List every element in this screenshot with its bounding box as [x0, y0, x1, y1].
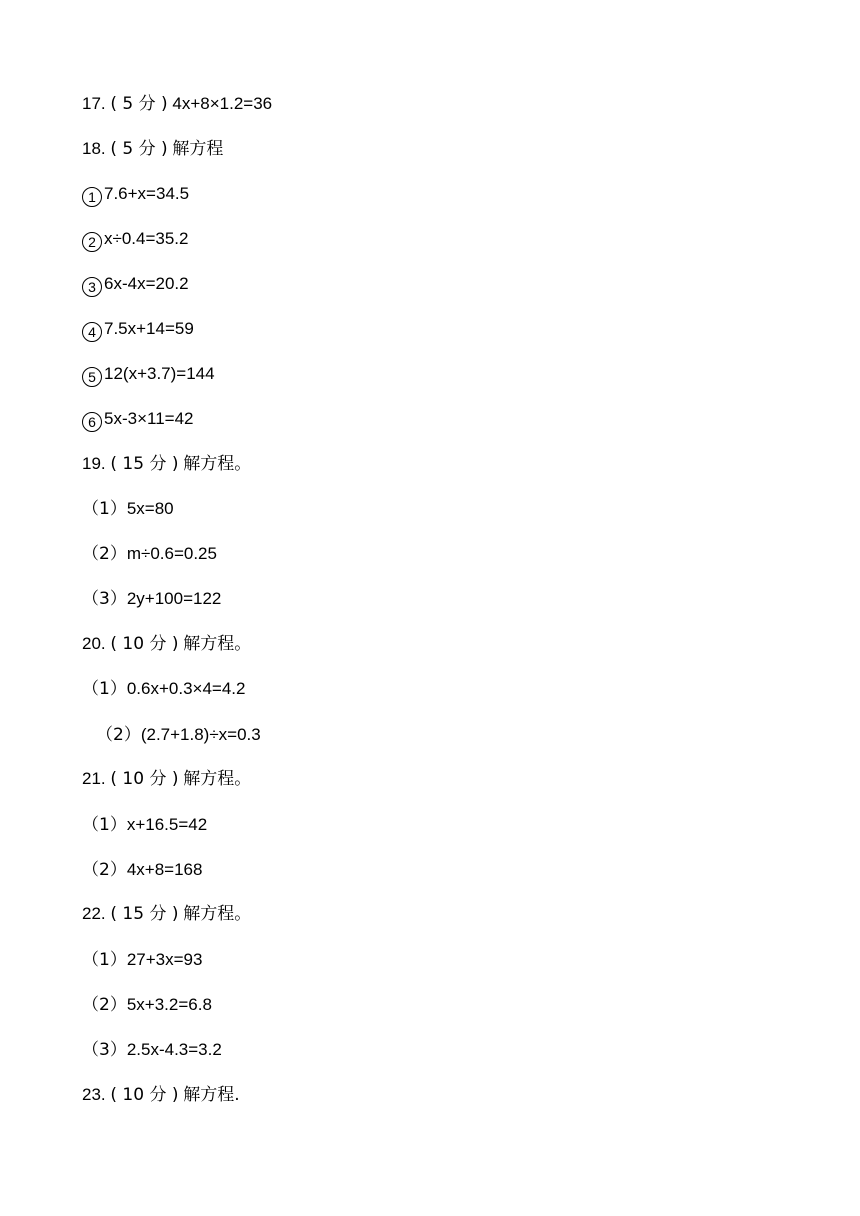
question-19 [82, 453, 251, 475]
question-18 [82, 138, 223, 160]
equation-item [82, 318, 194, 340]
circled-number-marker: 2 [82, 232, 102, 252]
item-label: （3） [82, 1040, 127, 1060]
question-score: ( 15 分 ) [110, 904, 179, 924]
question-score: ( 10 分 ) [110, 769, 179, 789]
question-20 [82, 633, 251, 655]
equation-text: 6x-4x=20.2 [104, 274, 189, 293]
equation-item [82, 273, 189, 295]
equation-item [82, 498, 174, 520]
question-number: 21. [82, 769, 106, 788]
item-label: （1） [82, 679, 127, 699]
item-label: （2） [82, 995, 127, 1015]
equation-item [82, 363, 215, 385]
equation-item [82, 994, 212, 1016]
question-score: ( 10 分 ) [110, 634, 179, 654]
equation-text: 27+3x=93 [126, 950, 203, 969]
question-text: 解方程。 [183, 904, 252, 924]
question-number: 22. [82, 904, 106, 923]
question-text: 解方程。 [183, 769, 252, 789]
equation-item [82, 408, 193, 430]
question-23 [82, 1084, 240, 1106]
equation-text: 12(x+3.7)=144 [104, 364, 215, 383]
question-score: ( 15 分 ) [110, 454, 179, 474]
circled-number-marker: 3 [82, 277, 102, 297]
equation-item [82, 183, 189, 205]
equation-text: x÷0.4=35.2 [104, 229, 189, 248]
circled-number-marker: 6 [82, 412, 102, 432]
item-label: （2） [96, 725, 141, 745]
item-label: （1） [82, 950, 127, 970]
question-score: ( 10 分 ) [110, 1085, 179, 1105]
item-label: （2） [82, 860, 127, 880]
circled-number-marker: 4 [82, 322, 102, 342]
equation-text: m÷0.6=0.25 [126, 544, 217, 563]
equation-text: 0.6x+0.3×4=4.2 [126, 679, 246, 698]
item-label: （1） [82, 499, 127, 519]
question-text: 解方程。 [183, 454, 252, 474]
equation-item [82, 1039, 222, 1061]
equation-text: (2.7+1.8)÷x=0.3 [140, 725, 261, 744]
equation-item [82, 949, 202, 971]
question-score: ( 5 分 ) [110, 94, 168, 114]
question-17 [82, 93, 272, 115]
equation-item [82, 543, 217, 565]
question-number: 23. [82, 1085, 106, 1104]
question-text: 解方程. [183, 1085, 240, 1105]
question-text: 解方程 [172, 139, 224, 159]
item-label: （3） [82, 589, 127, 609]
equation-item [82, 859, 202, 881]
equation-text: 5x-3×11=42 [104, 409, 194, 428]
circled-number-marker: 5 [82, 367, 102, 387]
question-21 [82, 768, 251, 790]
question-text: 解方程。 [183, 634, 252, 654]
equation-text: 7.5x+14=59 [104, 319, 194, 338]
equation-text: x+16.5=42 [126, 815, 208, 834]
equation-text: 2y+100=122 [126, 589, 222, 608]
question-22 [82, 903, 251, 925]
question-score: ( 5 分 ) [110, 139, 168, 159]
equation-item [82, 228, 188, 250]
equation-text: 4x+8=168 [126, 860, 203, 879]
item-label: （1） [82, 815, 127, 835]
equation-text: 5x+3.2=6.8 [126, 995, 212, 1014]
question-number: 17. [82, 94, 106, 113]
equation-text: 2.5x-4.3=3.2 [126, 1040, 222, 1059]
equation-item [82, 588, 221, 610]
equation-item [82, 814, 207, 836]
circled-number-marker: 1 [82, 187, 102, 207]
item-label: （2） [82, 544, 127, 564]
question-number: 18. [82, 139, 106, 158]
equation-text: 7.6+x=34.5 [104, 184, 190, 203]
question-number: 20. [82, 634, 106, 653]
equation-text: 5x=80 [126, 499, 174, 518]
equation-item [96, 724, 261, 746]
question-text: 4x+8×1.2=36 [172, 94, 273, 113]
equation-item [82, 678, 245, 700]
question-number: 19. [82, 454, 106, 473]
